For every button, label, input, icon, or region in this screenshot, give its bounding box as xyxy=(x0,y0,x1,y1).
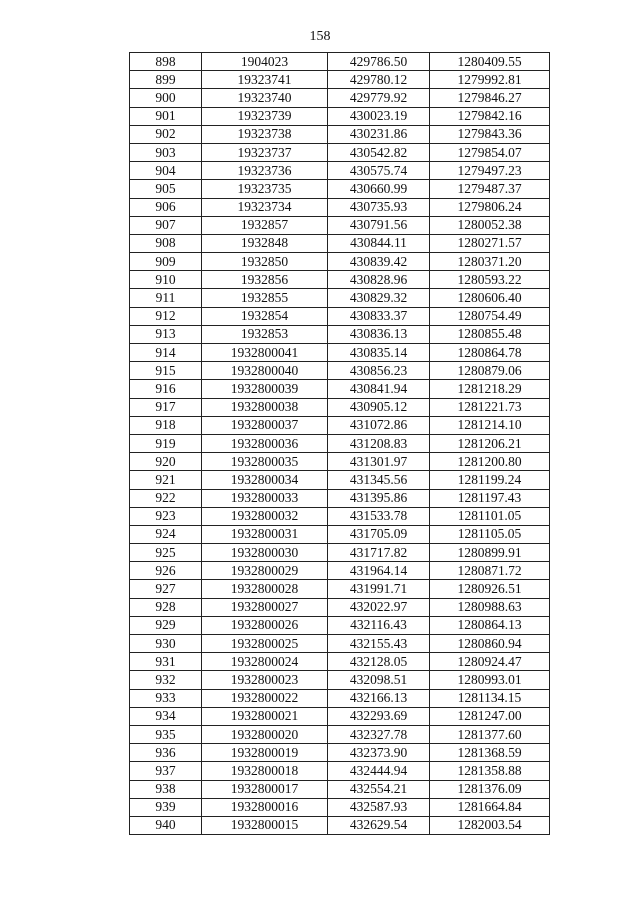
point-id-cell: 1932800041 xyxy=(202,344,328,362)
table-row xyxy=(130,253,550,271)
y-coordinate-cell: 1280271.57 xyxy=(430,234,550,252)
coordinates-table xyxy=(129,52,550,835)
x-coordinate-cell: 432444.94 xyxy=(328,762,430,780)
table-row xyxy=(130,162,550,180)
row-number-cell: 931 xyxy=(130,653,202,671)
table-row xyxy=(130,635,550,653)
point-id-cell: 1932800030 xyxy=(202,544,328,562)
row-number-cell: 901 xyxy=(130,107,202,125)
x-coordinate-cell: 431395.86 xyxy=(328,489,430,507)
point-id-cell: 1932800025 xyxy=(202,635,328,653)
x-coordinate-cell: 431991.71 xyxy=(328,580,430,598)
x-coordinate-cell: 431301.97 xyxy=(328,453,430,471)
point-id-cell: 1932800023 xyxy=(202,671,328,689)
row-number-cell: 939 xyxy=(130,798,202,816)
x-coordinate-cell: 432128.05 xyxy=(328,653,430,671)
x-coordinate-cell: 432327.78 xyxy=(328,725,430,743)
x-coordinate-cell: 430735.93 xyxy=(328,198,430,216)
table-row xyxy=(130,580,550,598)
table-row xyxy=(130,744,550,762)
y-coordinate-cell: 1280926.51 xyxy=(430,580,550,598)
x-coordinate-cell: 431072.86 xyxy=(328,416,430,434)
y-coordinate-cell: 1280371.20 xyxy=(430,253,550,271)
x-coordinate-cell: 431705.09 xyxy=(328,525,430,543)
x-coordinate-cell: 430829.32 xyxy=(328,289,430,307)
table-row xyxy=(130,362,550,380)
row-number-cell: 914 xyxy=(130,344,202,362)
y-coordinate-cell: 1280409.55 xyxy=(430,53,550,71)
row-number-cell: 928 xyxy=(130,598,202,616)
table-row xyxy=(130,344,550,362)
x-coordinate-cell: 430542.82 xyxy=(328,143,430,161)
x-coordinate-cell: 430841.94 xyxy=(328,380,430,398)
row-number-cell: 935 xyxy=(130,725,202,743)
x-coordinate-cell: 432166.13 xyxy=(328,689,430,707)
row-number-cell: 898 xyxy=(130,53,202,71)
x-coordinate-cell: 432293.69 xyxy=(328,707,430,725)
x-coordinate-cell: 432554.21 xyxy=(328,780,430,798)
row-number-cell: 903 xyxy=(130,143,202,161)
row-number-cell: 919 xyxy=(130,434,202,452)
row-number-cell: 918 xyxy=(130,416,202,434)
point-id-cell: 1932800035 xyxy=(202,453,328,471)
row-number-cell: 900 xyxy=(130,89,202,107)
row-number-cell: 922 xyxy=(130,489,202,507)
y-coordinate-cell: 1279992.81 xyxy=(430,71,550,89)
table-row xyxy=(130,71,550,89)
y-coordinate-cell: 1280052.38 xyxy=(430,216,550,234)
point-id-cell: 19323739 xyxy=(202,107,328,125)
x-coordinate-cell: 431345.56 xyxy=(328,471,430,489)
y-coordinate-cell: 1280860.94 xyxy=(430,635,550,653)
point-id-cell: 1932800018 xyxy=(202,762,328,780)
point-id-cell: 1932800016 xyxy=(202,798,328,816)
point-id-cell: 19323736 xyxy=(202,162,328,180)
table-row xyxy=(130,689,550,707)
x-coordinate-cell: 430660.99 xyxy=(328,180,430,198)
y-coordinate-cell: 1281134.15 xyxy=(430,689,550,707)
row-number-cell: 932 xyxy=(130,671,202,689)
point-id-cell: 1932800028 xyxy=(202,580,328,598)
table-row xyxy=(130,380,550,398)
table-row xyxy=(130,398,550,416)
table-row xyxy=(130,180,550,198)
point-id-cell: 1932800022 xyxy=(202,689,328,707)
x-coordinate-cell: 430575.74 xyxy=(328,162,430,180)
point-id-cell: 1932800032 xyxy=(202,507,328,525)
table-row xyxy=(130,616,550,634)
table-row xyxy=(130,471,550,489)
table-row xyxy=(130,434,550,452)
point-id-cell: 19323735 xyxy=(202,180,328,198)
table-row xyxy=(130,234,550,252)
point-id-cell: 19323738 xyxy=(202,125,328,143)
y-coordinate-cell: 1280988.63 xyxy=(430,598,550,616)
y-coordinate-cell: 1280855.48 xyxy=(430,325,550,343)
row-number-cell: 921 xyxy=(130,471,202,489)
y-coordinate-cell: 1280871.72 xyxy=(430,562,550,580)
x-coordinate-cell: 432373.90 xyxy=(328,744,430,762)
x-coordinate-cell: 431964.14 xyxy=(328,562,430,580)
row-number-cell: 930 xyxy=(130,635,202,653)
y-coordinate-cell: 1280864.13 xyxy=(430,616,550,634)
point-id-cell: 1932853 xyxy=(202,325,328,343)
point-id-cell: 19323737 xyxy=(202,143,328,161)
x-coordinate-cell: 430828.96 xyxy=(328,271,430,289)
point-id-cell: 1932855 xyxy=(202,289,328,307)
table-row xyxy=(130,125,550,143)
table-row xyxy=(130,198,550,216)
y-coordinate-cell: 1279497.23 xyxy=(430,162,550,180)
row-number-cell: 933 xyxy=(130,689,202,707)
point-id-cell: 1932800033 xyxy=(202,489,328,507)
table-row xyxy=(130,489,550,507)
point-id-cell: 1932800031 xyxy=(202,525,328,543)
row-number-cell: 917 xyxy=(130,398,202,416)
y-coordinate-cell: 1281368.59 xyxy=(430,744,550,762)
table-row xyxy=(130,289,550,307)
point-id-cell: 1932800019 xyxy=(202,744,328,762)
row-number-cell: 940 xyxy=(130,816,202,834)
point-id-cell: 1932800026 xyxy=(202,616,328,634)
table-row xyxy=(130,307,550,325)
x-coordinate-cell: 430844.11 xyxy=(328,234,430,252)
x-coordinate-cell: 431533.78 xyxy=(328,507,430,525)
point-id-cell: 1932800034 xyxy=(202,471,328,489)
table-row xyxy=(130,416,550,434)
table-row xyxy=(130,271,550,289)
x-coordinate-cell: 432155.43 xyxy=(328,635,430,653)
row-number-cell: 908 xyxy=(130,234,202,252)
y-coordinate-cell: 1282003.54 xyxy=(430,816,550,834)
y-coordinate-cell: 1280924.47 xyxy=(430,653,550,671)
y-coordinate-cell: 1281664.84 xyxy=(430,798,550,816)
table-row xyxy=(130,507,550,525)
y-coordinate-cell: 1279843.36 xyxy=(430,125,550,143)
y-coordinate-cell: 1281105.05 xyxy=(430,525,550,543)
y-coordinate-cell: 1281377.60 xyxy=(430,725,550,743)
row-number-cell: 937 xyxy=(130,762,202,780)
row-number-cell: 936 xyxy=(130,744,202,762)
x-coordinate-cell: 432116.43 xyxy=(328,616,430,634)
row-number-cell: 902 xyxy=(130,125,202,143)
table-row xyxy=(130,671,550,689)
point-id-cell: 19323740 xyxy=(202,89,328,107)
x-coordinate-cell: 431717.82 xyxy=(328,544,430,562)
row-number-cell: 904 xyxy=(130,162,202,180)
table-row xyxy=(130,725,550,743)
row-number-cell: 913 xyxy=(130,325,202,343)
table-row xyxy=(130,544,550,562)
point-id-cell: 1932800037 xyxy=(202,416,328,434)
y-coordinate-cell: 1279806.24 xyxy=(430,198,550,216)
page-number: 158 xyxy=(309,29,331,44)
row-number-cell: 929 xyxy=(130,616,202,634)
row-number-cell: 912 xyxy=(130,307,202,325)
point-id-cell: 1932854 xyxy=(202,307,328,325)
x-coordinate-cell: 432022.97 xyxy=(328,598,430,616)
point-id-cell: 1932800021 xyxy=(202,707,328,725)
row-number-cell: 915 xyxy=(130,362,202,380)
table-row xyxy=(130,798,550,816)
x-coordinate-cell: 432098.51 xyxy=(328,671,430,689)
row-number-cell: 923 xyxy=(130,507,202,525)
y-coordinate-cell: 1281218.29 xyxy=(430,380,550,398)
y-coordinate-cell: 1281214.10 xyxy=(430,416,550,434)
row-number-cell: 925 xyxy=(130,544,202,562)
table-row xyxy=(130,143,550,161)
y-coordinate-cell: 1279842.16 xyxy=(430,107,550,125)
point-id-cell: 1932800038 xyxy=(202,398,328,416)
table-row xyxy=(130,598,550,616)
y-coordinate-cell: 1280899.91 xyxy=(430,544,550,562)
table-row xyxy=(130,707,550,725)
point-id-cell: 19323741 xyxy=(202,71,328,89)
y-coordinate-cell: 1281376.09 xyxy=(430,780,550,798)
y-coordinate-cell: 1279846.27 xyxy=(430,89,550,107)
y-coordinate-cell: 1280606.40 xyxy=(430,289,550,307)
table-row xyxy=(130,525,550,543)
row-number-cell: 916 xyxy=(130,380,202,398)
row-number-cell: 899 xyxy=(130,71,202,89)
y-coordinate-cell: 1281197.43 xyxy=(430,489,550,507)
x-coordinate-cell: 429779.92 xyxy=(328,89,430,107)
y-coordinate-cell: 1281221.73 xyxy=(430,398,550,416)
row-number-cell: 907 xyxy=(130,216,202,234)
x-coordinate-cell: 430791.56 xyxy=(328,216,430,234)
table-row xyxy=(130,453,550,471)
point-id-cell: 1932800020 xyxy=(202,725,328,743)
x-coordinate-cell: 432587.93 xyxy=(328,798,430,816)
x-coordinate-cell: 430856.23 xyxy=(328,362,430,380)
table-body xyxy=(130,53,550,835)
x-coordinate-cell: 430905.12 xyxy=(328,398,430,416)
point-id-cell: 1932850 xyxy=(202,253,328,271)
x-coordinate-cell: 430835.14 xyxy=(328,344,430,362)
y-coordinate-cell: 1280993.01 xyxy=(430,671,550,689)
table-row xyxy=(130,816,550,834)
row-number-cell: 920 xyxy=(130,453,202,471)
x-coordinate-cell: 432629.54 xyxy=(328,816,430,834)
point-id-cell: 1932800036 xyxy=(202,434,328,452)
table-row xyxy=(130,216,550,234)
table-row xyxy=(130,53,550,71)
y-coordinate-cell: 1279854.07 xyxy=(430,143,550,161)
point-id-cell: 1932800029 xyxy=(202,562,328,580)
point-id-cell: 19323734 xyxy=(202,198,328,216)
x-coordinate-cell: 431208.83 xyxy=(328,434,430,452)
x-coordinate-cell: 429780.12 xyxy=(328,71,430,89)
y-coordinate-cell: 1279487.37 xyxy=(430,180,550,198)
row-number-cell: 934 xyxy=(130,707,202,725)
point-id-cell: 1904023 xyxy=(202,53,328,71)
point-id-cell: 1932848 xyxy=(202,234,328,252)
row-number-cell: 906 xyxy=(130,198,202,216)
y-coordinate-cell: 1280593.22 xyxy=(430,271,550,289)
point-id-cell: 1932857 xyxy=(202,216,328,234)
row-number-cell: 911 xyxy=(130,289,202,307)
point-id-cell: 1932800024 xyxy=(202,653,328,671)
x-coordinate-cell: 430833.37 xyxy=(328,307,430,325)
y-coordinate-cell: 1281101.05 xyxy=(430,507,550,525)
y-coordinate-cell: 1281200.80 xyxy=(430,453,550,471)
y-coordinate-cell: 1281206.21 xyxy=(430,434,550,452)
table-row xyxy=(130,780,550,798)
y-coordinate-cell: 1281247.00 xyxy=(430,707,550,725)
x-coordinate-cell: 429786.50 xyxy=(328,53,430,71)
point-id-cell: 1932800015 xyxy=(202,816,328,834)
table-row xyxy=(130,562,550,580)
table-row xyxy=(130,89,550,107)
y-coordinate-cell: 1281358.88 xyxy=(430,762,550,780)
point-id-cell: 1932800040 xyxy=(202,362,328,380)
table-row xyxy=(130,762,550,780)
table-row xyxy=(130,107,550,125)
x-coordinate-cell: 430836.13 xyxy=(328,325,430,343)
row-number-cell: 927 xyxy=(130,580,202,598)
row-number-cell: 938 xyxy=(130,780,202,798)
point-id-cell: 1932800017 xyxy=(202,780,328,798)
y-coordinate-cell: 1280864.78 xyxy=(430,344,550,362)
table-row xyxy=(130,653,550,671)
row-number-cell: 926 xyxy=(130,562,202,580)
row-number-cell: 910 xyxy=(130,271,202,289)
point-id-cell: 1932856 xyxy=(202,271,328,289)
y-coordinate-cell: 1281199.24 xyxy=(430,471,550,489)
x-coordinate-cell: 430231.86 xyxy=(328,125,430,143)
row-number-cell: 905 xyxy=(130,180,202,198)
row-number-cell: 909 xyxy=(130,253,202,271)
x-coordinate-cell: 430023.19 xyxy=(328,107,430,125)
table-row xyxy=(130,325,550,343)
point-id-cell: 1932800039 xyxy=(202,380,328,398)
row-number-cell: 924 xyxy=(130,525,202,543)
y-coordinate-cell: 1280754.49 xyxy=(430,307,550,325)
point-id-cell: 1932800027 xyxy=(202,598,328,616)
y-coordinate-cell: 1280879.06 xyxy=(430,362,550,380)
x-coordinate-cell: 430839.42 xyxy=(328,253,430,271)
